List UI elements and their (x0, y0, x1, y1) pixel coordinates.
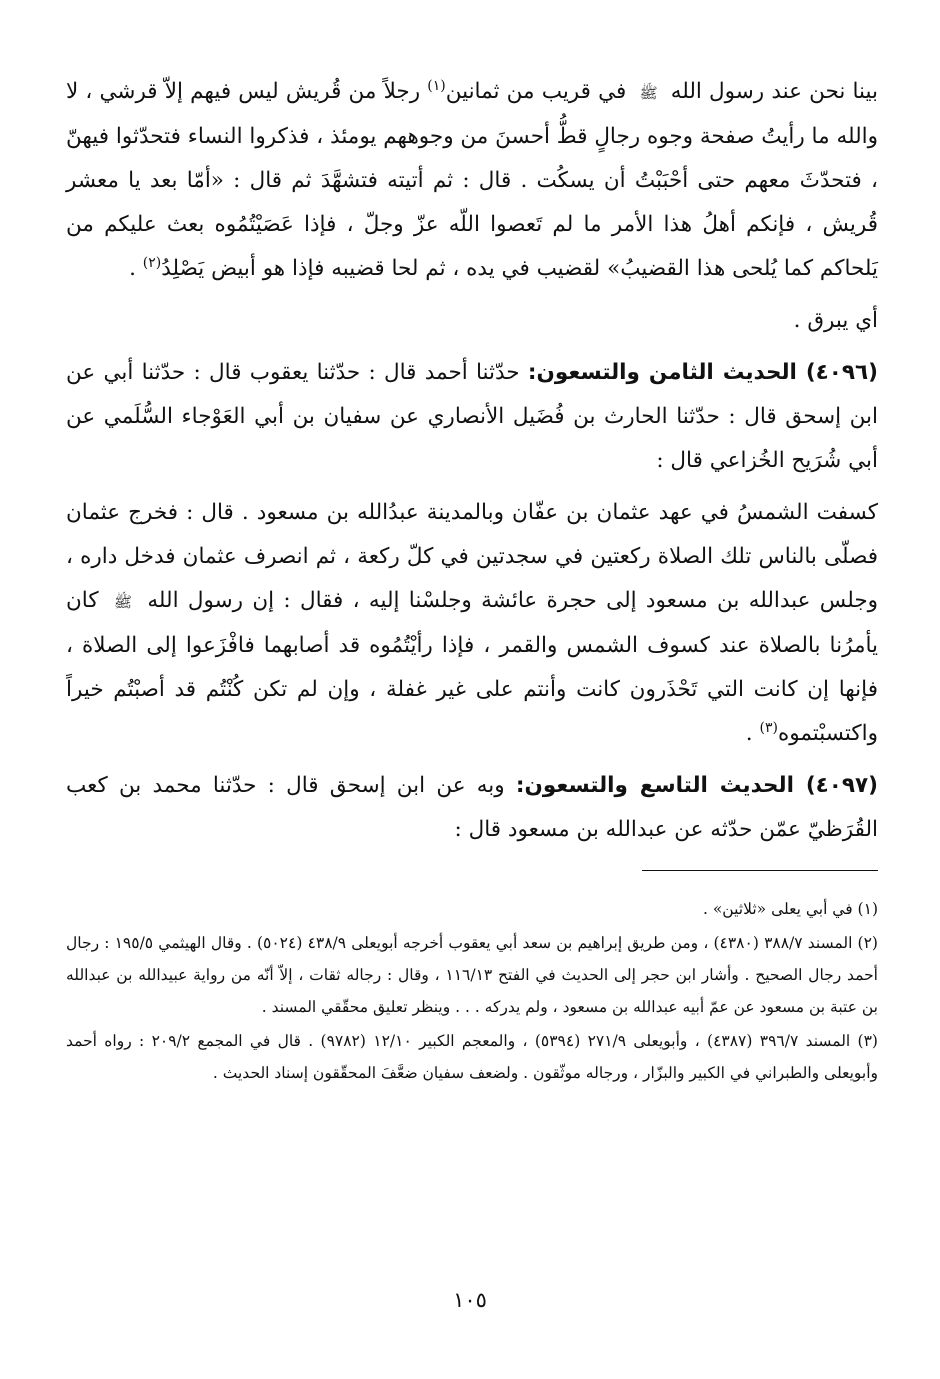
footnote-2: (٢) المسند ٣٨٨/٧ (٤٣٨٠) ، ومن طريق إبراهيم بن سعد أبي يعقوب أخرجه أبويعلى ٤٣٨/٩ (٥٠٢٤) . وقال الهيثمي ١٩٥/٥ : رجال أحمد رجال الصحيح . وأشار ابن حجر إلى الحديث في الفتح ١١٦/١٣ ، وقال : رجاله ثقات ، إلاّ أنّه من رواية عبيدالله بن عبدالله بن عتبة بن مسعود عن عمّ أبيه عبدالله بن مسعود ، ولم يدركه . . . وينظر تعليق محقّقي المسند . (66, 934, 878, 1016)
text-segment: كان يأمرُنا بالصلاة عند كسوف الشمس والقمر ، فإذا رأيْتُمُوه قد أصابهما فافْزَعوا إلى الصلاة ، فإنها إن كانت التي تَحْذَرون كانت وأنتم على غير غفلة ، وإن لم تكن كُنْتُم قد أصبْتُم خيراً واكتسبْتموه (66, 588, 878, 746)
isnad-text: وبه عن ابن إسحق قال : حدّثنا محمد بن كعب القُرَظيّ عمّن حدّثه عن عبدالله بن مسعود قال : (66, 773, 878, 842)
paragraph-narration-quraysh (66, 70, 878, 291)
text-segment: كسفت الشمسُ في عهد عثمان بن عفّان وبالمدينة عبدُالله بن مسعود . قال : فخرج عثمان فصلّى بالناس تلك الصلاة ركعتين في سجدتين في كلّ ركعة ، ثم انصرف عثمان فدخل داره ، وجلس عبدالله بن مسعود إلى حجرة عائشة وجلسْنا إليه ، فقال : إن رسول الله (66, 500, 878, 613)
page-number: ١٠٥ (453, 1288, 487, 1312)
salutation-mark: ﷺ (113, 593, 133, 611)
text-segment: بينا نحن عند رسول الله (670, 79, 878, 104)
text-segment: أي يبرق . (793, 308, 878, 333)
main-text (66, 70, 878, 852)
text-segment: . (129, 256, 136, 281)
document-page (66, 70, 878, 1091)
paragraph-gloss (66, 299, 878, 343)
footnote-1: (١) في أبي يعلى «ثلاثين» . (702, 900, 878, 918)
hadith-heading-4097: (٤٠٩٧) الحديث التاسع والتسعون: (515, 773, 878, 798)
text-segment: رجلاً من قُريش ليس فيهم إلاّ قرشي ، لا والله ما رأيتُ صفحة وجوه رجالٍ قطُّ أحسنَ من وجوههم يومئذ ، فذكروا النساء فتحدّثوا فيهنّ ، فتحدّثَ معهم حتى أحْبَبْتُ أن يسكُت . قال : ثم أتيته فتشهَّدَ ثم قال : «أمّا بعد يا معشر قُريش ، فإنكم أهلُ هذا الأمر ما لم تَعصوا اللّه عزّ وجلّ ، فإذا عَصَيْتُمُوه بعث عليكم من يَلحاكم كما يُلحى هذا القضيبُ» لقضيب في يده ، ثم لحا قضيبه فإذا هو أبيض يَصْلِدُ (66, 79, 878, 281)
text-segment: . (745, 721, 753, 746)
footnote-3: (٣) المسند ٣٩٦/٧ (٤٣٨٧) ، وأبويعلى ٢٧١/٩ (٥٣٩٤) ، والمعجم الكبير ١٢/١٠ (٩٧٨٢) . قال في المجمع ٢٠٩/٢ : رواه أحمد وأبويعلى والطبراني في الكبير والبزّار ، ورجاله موثّقون . ولضعف سفيان ضعَّفَ المحقّقون إسناد الحديث . (66, 1032, 878, 1082)
salutation-mark: ﷺ (639, 84, 658, 102)
paragraph-hadith-4096 (66, 351, 878, 483)
footnote-ref-1: (١) (427, 77, 446, 94)
hadith-heading-4096: (٤٠٩٦) الحديث الثامن والتسعون: (527, 360, 878, 385)
paragraph-hadith-4097 (66, 764, 878, 852)
footnotes (66, 893, 878, 1089)
isnad-text: حدّثنا أحمد قال : حدّثنا يعقوب قال : حدّثنا أبي عن ابن إسحق قال : حدّثنا الحارث بن فُضَيل الأنصاري عن سفيان بن أبي العَوْجاء السُّلَمي عن أبي شُرَيح الخُزاعي قال : (66, 360, 878, 473)
footnote-divider (642, 870, 878, 871)
text-segment: في قريب من ثمانين (445, 79, 627, 104)
paragraph-eclipse-narration (66, 491, 878, 756)
footnote-ref-2: (٢) (142, 254, 162, 271)
footnote-ref-3: (٣) (759, 719, 778, 736)
